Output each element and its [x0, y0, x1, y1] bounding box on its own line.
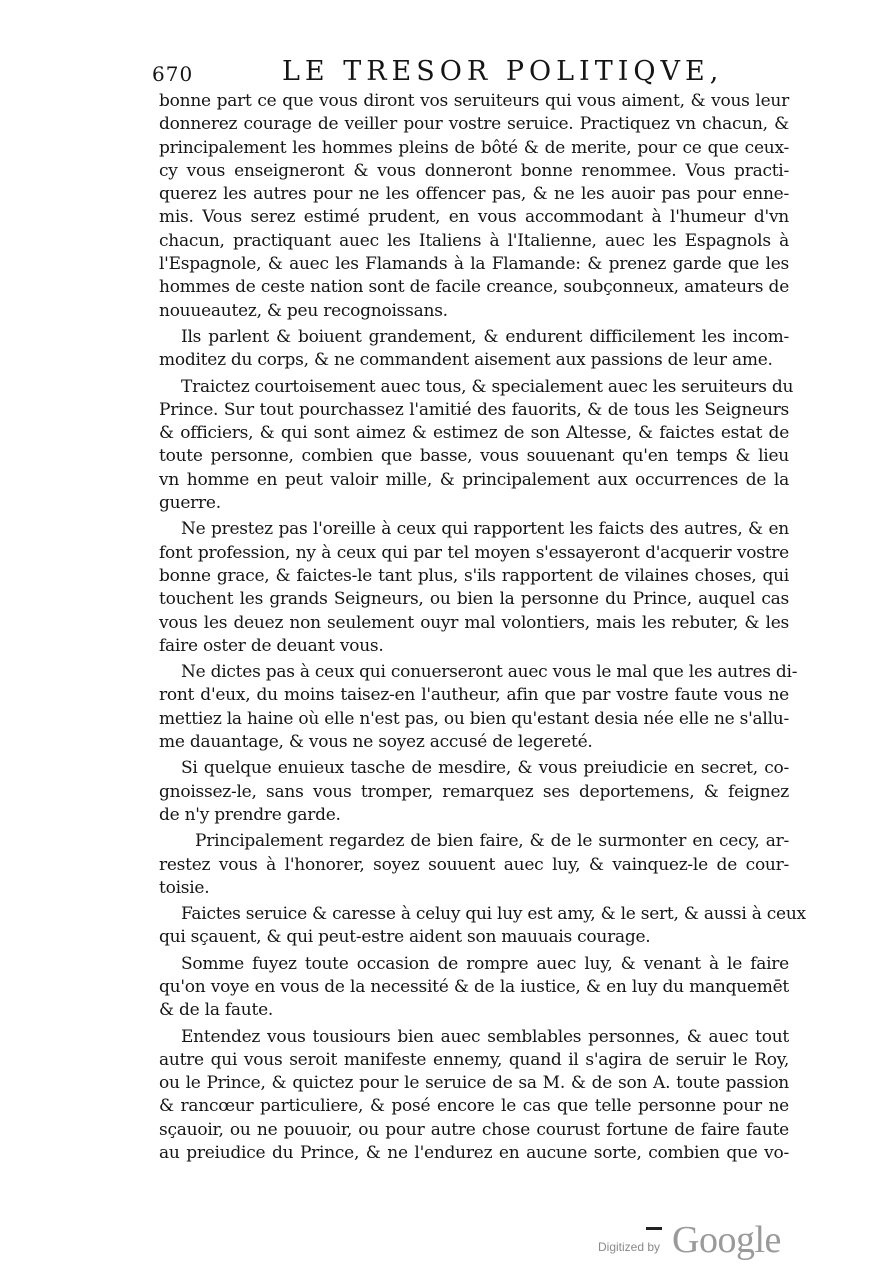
text-line: Traictez courtoisement auec tous, & specialement auec les seruiteurs du — [181, 376, 794, 397]
text-line: moditez du corps, & ne commandent aisement aux passions de leur ame. — [159, 350, 773, 371]
text-line: sçauoir, ou ne pouuoir, ou pour autre chose courust fortune de faire faute — [159, 1119, 789, 1140]
google-logo: Google — [672, 1219, 781, 1261]
text-line: donnerez courage de veiller pour vostre seruice. Practiquez vn chacun, & — [159, 114, 789, 135]
text-line: qui sçauent, & qui peut-estre aident son mauuais courage. — [159, 927, 651, 948]
page-header — [152, 52, 792, 92]
text-line: Faictes seruice & caresse à celuy qui luy est amy, & le sert, & aussi à ceux — [181, 904, 806, 925]
text-line: me dauantage, & vous ne soyez accusé de legereté. — [159, 732, 593, 753]
text-line: nouueautez, & peu recognoissans. — [159, 300, 448, 321]
text-line: mettiez la haine où elle n'est pas, ou bien qu'estant desia née elle ne s'allu- — [159, 708, 789, 729]
text-line: touchent les grands Seigneurs, ou bien la personne du Prince, auquel cas — [159, 589, 789, 610]
page-number: 670 — [152, 62, 194, 86]
text-line: & rancœur particuliere, & posé encore le cas que telle personne pour ne — [159, 1096, 789, 1117]
text-line: toisie. — [159, 877, 210, 898]
text-line: Prince. Sur tout pourchassez l'amitié des fauorits, & de tous les Seigneurs — [159, 399, 789, 420]
text-line: guerre. — [159, 493, 221, 514]
text-line: vous les deuez non seulement ouyr mal volontiers, mais les rebuter, & les — [159, 612, 789, 633]
running-title: LE TRESOR POLITIQVE, — [282, 56, 724, 87]
text-line: faire oster de deuant vous. — [159, 635, 384, 656]
text-line: restez vous à l'honorer, soyez souuent auec luy, & vainquez-le de cour- — [159, 854, 789, 875]
text-line: bonne part ce que vous diront vos seruiteurs qui vous aiment, & vous leur — [159, 91, 789, 111]
text-line: Principalement regardez de bien faire, & de le surmonter en cecy, ar- — [195, 831, 789, 852]
text-line: Ne prestez pas l'oreille à ceux qui rapportent les faicts des autres, & en — [181, 519, 789, 540]
dash-mark — [646, 1227, 662, 1230]
text-line: de n'y prendre garde. — [159, 804, 341, 825]
text-line: bonne grace, & faictes-le tant plus, s'ils rapportent de vilaines choses, qui — [159, 565, 789, 586]
text-line: principalement les hommes pleins de bôté & de merite, pour ce que ceux- — [159, 137, 789, 158]
text-line: hommes de ceste nation sont de facile creance, soubçonneux, amateurs de — [159, 277, 789, 298]
text-line: Entendez vous tousiours bien auec semblables personnes, & auec tout — [181, 1026, 789, 1047]
text-line: ou le Prince, & quictez pour le seruice de sa M. & de son A. toute passion — [159, 1073, 789, 1094]
text-line: qu'on voye en vous de la necessité & de la iustice, & en luy du manquemēt — [159, 976, 789, 997]
digitization-stamp — [598, 1218, 798, 1268]
text-line: font profession, ny à ceux qui par tel moyen s'essayeront d'acquerir vostre — [159, 542, 789, 563]
text-line: gnoissez-le, sans vous tromper, remarquez ses deportemens, & feignez — [159, 781, 789, 802]
text-line: ront d'eux, du moins taisez-en l'autheur, afin que par vostre faute vous ne — [159, 685, 789, 706]
text-line: & de la faute. — [159, 1000, 274, 1021]
text-line: chacun, practiquant auec les Italiens à l'Italienne, auec les Espagnols à — [159, 230, 789, 251]
text-line: l'Espagnole, & auec les Flamands à la Flamande: & prenez garde que les — [159, 254, 789, 275]
text-line: querez les autres pour ne les offencer pas, & ne les auoir pas pour enne- — [159, 184, 789, 205]
text-line: toute personne, combien que basse, vous souuenant qu'en temps & lieu — [159, 446, 789, 467]
text-line: & officiers, & qui sont aimez & estimez de son Altesse, & faictes estat de — [159, 423, 789, 444]
text-line: Si quelque enuieux tasche de mesdire, & vous preiudicie en secret, co- — [181, 758, 789, 779]
digitized-by-label: Digitized by — [598, 1240, 661, 1254]
text-line: au preiudice du Prince, & ne l'endurez en aucune sorte, combien que vo- — [159, 1143, 789, 1164]
text-line: Ne dictes pas à ceux qui conuerseront auec vous le mal que les autres di- — [181, 662, 798, 683]
body-text — [159, 90, 806, 1165]
text-line: vn homme en peut valoir mille, & principalement aux occurrences de la — [159, 469, 789, 490]
text-line: Somme fuyez toute occasion de rompre auec luy, & venant à le faire — [181, 953, 789, 974]
text-line: Ils parlent & boiuent grandement, & endurent difficilement les incom- — [181, 326, 789, 347]
text-line: cy vous enseigneront & vous donneront bonne renommee. Vous practi- — [159, 160, 789, 181]
text-line: mis. Vous serez estimé prudent, en vous accommodant à l'humeur d'vn — [159, 207, 789, 228]
text-line: autre qui vous seroit manifeste ennemy, quand il s'agira de seruir le Roy, — [159, 1049, 789, 1070]
